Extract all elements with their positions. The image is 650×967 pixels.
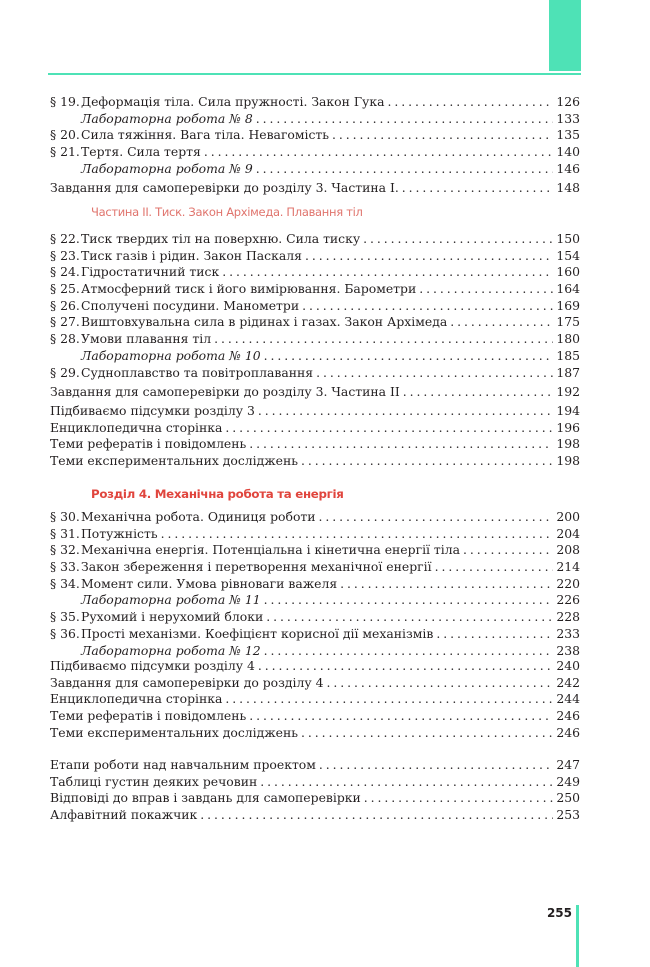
dot-leader (256, 161, 554, 178)
entry-title: Алфавітний покажчик (50, 807, 198, 823)
entry-page: 192 (556, 384, 580, 399)
entry-title: Тиск газів і рідин. Закон Паскаля (81, 247, 302, 263)
toc-appendix (50, 757, 580, 824)
dot-leader (305, 248, 553, 265)
dot-leader (161, 526, 554, 543)
toc-entry[interactable] (50, 790, 580, 807)
dot-leader (264, 592, 554, 609)
entry-page: 200 (556, 509, 580, 524)
entry-title: Гідростатичний тиск (81, 264, 220, 280)
entry-number: § 20. (50, 127, 80, 143)
dot-leader (319, 509, 554, 526)
entry-page: 214 (556, 559, 580, 575)
dot-leader (319, 757, 553, 774)
corner-tab (549, 0, 581, 71)
dot-leader (301, 725, 553, 742)
entry-page: 148 (556, 180, 580, 195)
entry-title: Деформація тіла. Сила пружності. Закон Гука (81, 94, 385, 109)
dot-leader (363, 231, 553, 248)
toc-entry[interactable] (50, 453, 580, 470)
entry-number: § 24. (50, 264, 80, 280)
toc-entry[interactable] (50, 542, 580, 559)
toc-entry[interactable] (50, 111, 580, 128)
entry-number: § 33. (50, 559, 80, 575)
toc-entry[interactable] (50, 757, 580, 774)
dot-leader (214, 331, 553, 348)
entry-title: Атмосферний тиск і його вимірювання. Барометри (81, 281, 417, 297)
toc-entry[interactable] (50, 658, 580, 675)
toc-entry[interactable] (50, 643, 580, 660)
entry-page: 180 (556, 331, 580, 347)
entry-page: 228 (556, 609, 580, 625)
entry-page: 154 (556, 247, 580, 263)
entry-title: Виштовхувальна сила в рідинах і газах. Закон Архімеда (81, 314, 448, 330)
entry-title: Енциклопедична сторінка (50, 691, 223, 707)
entry-page: 247 (556, 757, 580, 772)
toc-entry[interactable] (50, 94, 580, 111)
bottom-rule (576, 905, 579, 967)
entry-title: Тертя. Сила тертя (81, 144, 201, 160)
toc-entry[interactable] (50, 180, 580, 197)
toc-entry[interactable] (50, 420, 580, 437)
toc-entry[interactable] (50, 559, 580, 576)
entry-number: § 34. (50, 575, 80, 591)
dot-leader (301, 453, 553, 470)
entry-page: 250 (556, 790, 580, 806)
entry-page: 194 (556, 403, 580, 418)
toc-entry[interactable] (50, 436, 580, 453)
dot-leader (264, 643, 554, 660)
entry-title: Лабораторна робота № 10 (81, 347, 261, 363)
entry-page: 204 (556, 525, 580, 541)
dot-leader (249, 708, 553, 725)
entry-title: Момент сили. Умова рівноваги важеля (81, 575, 338, 591)
entry-title: Потужність (81, 525, 158, 541)
toc-entry[interactable] (50, 144, 580, 161)
toc-entry[interactable] (50, 725, 580, 742)
entry-title: Етапи роботи над навчальним проектом (50, 757, 316, 772)
entry-page: 198 (556, 453, 580, 469)
entry-title: Механічна енергія. Потенціальна і кінетична енергії тіла (81, 542, 461, 558)
entry-title: Теми експериментальних досліджень (50, 453, 298, 469)
entry-page: 126 (556, 94, 580, 109)
toc-entry[interactable] (50, 281, 580, 298)
entry-page: 164 (556, 281, 580, 297)
page-number: 255 (546, 906, 572, 920)
entry-number: § 29. (50, 364, 80, 380)
entry-number: § 30. (50, 509, 80, 524)
toc-group-2 (50, 231, 580, 381)
dot-leader (266, 609, 553, 626)
dot-leader (387, 94, 553, 111)
toc-entry[interactable] (50, 231, 580, 248)
dot-leader (332, 127, 553, 144)
entry-title: Енциклопедична сторінка (50, 419, 223, 435)
entry-title: Лабораторна робота № 12 (81, 642, 261, 658)
entry-number: § 28. (50, 331, 80, 347)
dot-leader (225, 691, 553, 708)
toc-entry[interactable] (50, 807, 580, 824)
entry-page: 146 (556, 160, 580, 176)
toc-entry[interactable] (50, 609, 580, 626)
dot-leader (200, 807, 553, 824)
entry-title: Лабораторна робота № 11 (81, 592, 261, 608)
toc-entry[interactable] (50, 384, 580, 401)
dot-leader (258, 658, 554, 675)
entry-title: Таблиці густин деяких речовин (50, 773, 258, 789)
dot-leader (340, 576, 553, 593)
entry-title: Лабораторна робота № 8 (81, 110, 253, 126)
toc-entry[interactable] (50, 509, 580, 526)
toc-entry[interactable] (50, 403, 580, 420)
entry-page: 198 (556, 436, 580, 452)
toc-entry[interactable] (50, 626, 580, 643)
entry-page: 208 (556, 542, 580, 558)
dot-leader (450, 314, 553, 331)
entry-number: § 35. (50, 609, 80, 625)
entry-title: Теми рефератів і повідомлень (50, 436, 247, 452)
dot-leader (436, 626, 553, 643)
entry-page: 169 (556, 297, 580, 313)
entry-title: Закон збереження і перетворення механічної енергії (81, 559, 432, 575)
toc-group-1 (50, 94, 580, 177)
toc-entry[interactable] (50, 264, 580, 281)
entry-page: 226 (556, 592, 580, 608)
entry-title: Сила тяжіння. Вага тіла. Невагомість (81, 127, 330, 143)
entry-number: § 21. (50, 144, 80, 160)
entry-title: Теми рефератів і повідомлень (50, 708, 247, 724)
entry-title: Відповіді до вправ і завдань для самоперевірки (50, 790, 361, 806)
entry-title: Завдання для самоперевірки до розділу 3. Частина I. (50, 180, 399, 195)
entry-number: § 25. (50, 281, 80, 297)
dot-leader (225, 420, 553, 437)
toc-summary-4 (50, 658, 580, 741)
dot-leader (260, 774, 553, 791)
top-rule (48, 73, 581, 75)
toc-entry[interactable] (50, 592, 580, 609)
entry-title: Тиск твердих тіл на поверхню. Сила тиску (81, 231, 361, 246)
entry-page: 246 (556, 724, 580, 740)
toc-entry[interactable] (50, 127, 580, 144)
dot-leader (364, 790, 554, 807)
entry-title: Механічна робота. Одиниця роботи (81, 509, 316, 524)
entry-title: Судноплавство та повітроплавання (81, 364, 314, 380)
toc-entry[interactable] (50, 348, 580, 365)
entry-title: Підбиваємо підсумки розділу 3 (50, 403, 255, 418)
entry-page: 242 (556, 674, 580, 690)
toc-entry[interactable] (50, 314, 580, 331)
entry-number: § 27. (50, 314, 80, 330)
dot-leader (402, 180, 554, 197)
toc-entry[interactable] (50, 298, 580, 315)
toc-entry[interactable] (50, 691, 580, 708)
toc-review-2 (50, 384, 580, 401)
toc-entry[interactable] (50, 774, 580, 791)
entry-page: 220 (556, 575, 580, 591)
toc-entry[interactable] (50, 708, 580, 725)
dot-leader (258, 403, 554, 420)
entry-page: 140 (556, 144, 580, 160)
dot-leader (249, 436, 553, 453)
dot-leader (403, 384, 554, 401)
dot-leader (204, 144, 554, 161)
dot-leader (264, 348, 554, 365)
entry-page: 135 (556, 127, 580, 143)
entry-title: Прості механізми. Коефіцієнт корисної дії механізмів (81, 625, 434, 641)
entry-page: 175 (556, 314, 580, 330)
toc-entry[interactable] (50, 248, 580, 265)
entry-page: 249 (556, 773, 580, 789)
entry-page: 246 (556, 708, 580, 724)
toc-summary-3 (50, 403, 580, 470)
dot-leader (326, 675, 553, 692)
entry-title: Теми експериментальних досліджень (50, 724, 298, 740)
toc-entry[interactable] (50, 526, 580, 543)
entry-page: 253 (556, 807, 580, 823)
entry-page: 187 (556, 364, 580, 380)
dot-leader (256, 111, 554, 128)
toc-group-4 (50, 509, 580, 659)
entry-page: 150 (556, 231, 580, 246)
entry-number: § 36. (50, 625, 80, 641)
entry-page: 133 (556, 110, 580, 126)
dot-leader (222, 264, 553, 281)
entry-title: Рухомий і нерухомий блоки (81, 609, 264, 625)
dot-leader (435, 559, 554, 576)
entry-number: § 22. (50, 231, 80, 246)
toc-entry[interactable] (50, 161, 580, 178)
toc-entry[interactable] (50, 365, 580, 382)
toc-entry[interactable] (50, 576, 580, 593)
dot-leader (316, 365, 553, 382)
section-heading: Розділ 4. Механічна робота та енергія (91, 487, 344, 501)
part-heading: Частина ІІ. Тиск. Закон Архімеда. Плавання тіл (91, 205, 363, 219)
entry-page: 240 (556, 658, 580, 673)
entry-title: Підбиваємо підсумки розділу 4 (50, 658, 255, 673)
entry-page: 233 (556, 625, 580, 641)
entry-number: § 19. (50, 94, 80, 109)
entry-page: 185 (556, 347, 580, 363)
dot-leader (302, 298, 553, 315)
entry-title: Завдання для самоперевірки до розділу 3. Частина II (50, 384, 400, 399)
toc-review-1 (50, 180, 580, 197)
dot-leader (419, 281, 553, 298)
entry-page: 196 (556, 419, 580, 435)
entry-page: 238 (556, 642, 580, 658)
entry-number: § 32. (50, 542, 80, 558)
toc-entry[interactable] (50, 675, 580, 692)
entry-number: § 31. (50, 525, 80, 541)
entry-title: Завдання для самоперевірки до розділу 4 (50, 674, 324, 690)
entry-number: § 23. (50, 247, 80, 263)
toc-entry[interactable] (50, 331, 580, 348)
entry-page: 160 (556, 264, 580, 280)
entry-number: § 26. (50, 297, 80, 313)
dot-leader (463, 542, 553, 559)
entry-page: 244 (556, 691, 580, 707)
entry-title: Умови плавання тіл (81, 331, 212, 347)
entry-title: Сполучені посудини. Манометри (81, 297, 300, 313)
entry-title: Лабораторна робота № 9 (81, 160, 253, 176)
